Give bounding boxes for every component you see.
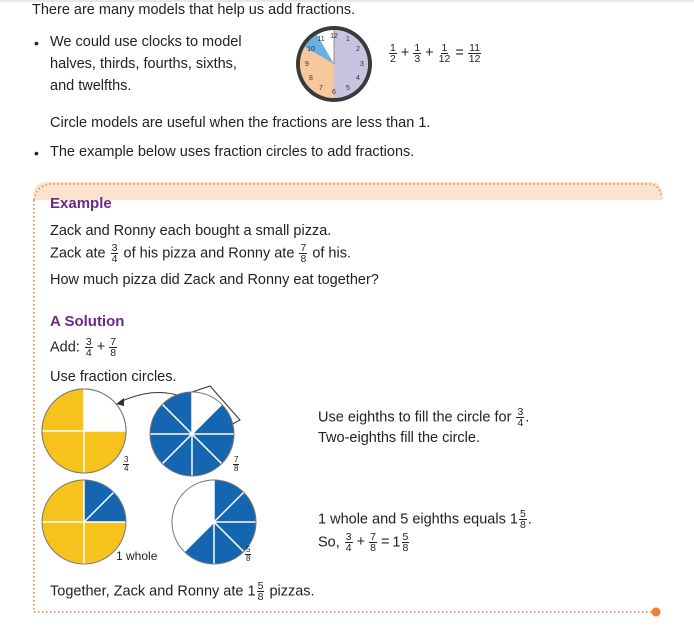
example-title: Example — [50, 195, 112, 212]
use-circles: Use fraction circles. — [50, 369, 177, 385]
note2-line2: So, $\frac{3}{4}$ + $\frac{7}{8}$ = 1 $\frac{5}{8}$ — [318, 531, 409, 554]
clock-num-1: 1 — [346, 36, 350, 43]
label-five-eighths: $\frac{5}{8}$ — [246, 545, 251, 563]
circle-filled-whole — [42, 480, 126, 564]
bullet2-text: The example below uses fraction circles to add fractions. — [50, 144, 415, 160]
frac-1-2: $\frac{1}{2}$ — [390, 42, 396, 65]
bullet-dot: • — [34, 35, 39, 51]
clock-num-5: 5 — [346, 85, 350, 92]
bullet1-line1: We could use clocks to model — [50, 34, 242, 50]
bullet1-line3: and twelfths. — [50, 78, 132, 94]
clock-num-9: 9 — [305, 61, 309, 68]
bullet1-line2: halves, thirds, fourths, sixths, — [50, 56, 237, 72]
bullet-dot-2: • — [34, 145, 39, 161]
clock-num-12: 12 — [330, 33, 338, 40]
example-line1: Zack and Ronny each bought a small pizza. — [50, 223, 332, 239]
label-three-fourths: $\frac{3}{4}$ — [124, 455, 129, 473]
fraction-circles — [40, 382, 280, 567]
clock-num-7: 7 — [319, 85, 323, 92]
clock-num-8: 8 — [309, 75, 313, 82]
one-whole-label: 1 whole — [116, 549, 158, 563]
frame-dot — [652, 608, 661, 617]
frac-11-12: $\frac{11}{12}$ — [468, 42, 481, 65]
solution-title: A Solution — [50, 313, 125, 330]
example-line2: Zack ate $\frac{3}{4}$ of his pizza and Ronny ate $\frac{7}{8}$ of his. — [50, 242, 351, 265]
clock-equation: $\frac{1}{2}$ + $\frac{1}{3}$ + $\frac{1}{12}$ = $\frac{11}{12}$ — [390, 42, 481, 65]
circle-three-fourths — [42, 389, 126, 473]
clock-num-6: 6 — [332, 89, 336, 96]
circle-five-eighths — [172, 480, 256, 564]
circle-note: Circle models are useful when the fractions are less than 1. — [50, 115, 431, 131]
clock-num-2: 2 — [356, 46, 360, 53]
note1-line1: Use eighths to fill the circle for $\frac{3}{4}$ . — [318, 406, 530, 429]
label-seven-eighths: $\frac{7}{8}$ — [234, 455, 239, 473]
intro-text: There are many models that help us add fractions. — [32, 2, 356, 18]
clock-num-11: 11 — [317, 36, 325, 43]
clock-num-10: 10 — [307, 46, 315, 53]
together-line: Together, Zack and Ronny ate 1 $\frac{5}{8}$ pizzas. — [50, 580, 315, 603]
frac-1-3: $\frac{1}{3}$ — [414, 42, 421, 65]
note2-line1: 1 whole and 5 eighths equals 1 $\frac{5}{8}$ . — [318, 508, 532, 531]
clock-num-3: 3 — [360, 61, 364, 68]
note1-line2: Two-eighths fill the circle. — [318, 430, 480, 446]
circle-seven-eighths — [150, 386, 240, 476]
clock-num-4: 4 — [356, 75, 360, 82]
solution-add: Add: $\frac{3}{4}$ + $\frac{7}{8}$ — [50, 336, 117, 359]
example-line3: How much pizza did Zack and Ronny eat together? — [50, 272, 379, 288]
frac-1-12: $\frac{1}{12}$ — [438, 42, 451, 65]
